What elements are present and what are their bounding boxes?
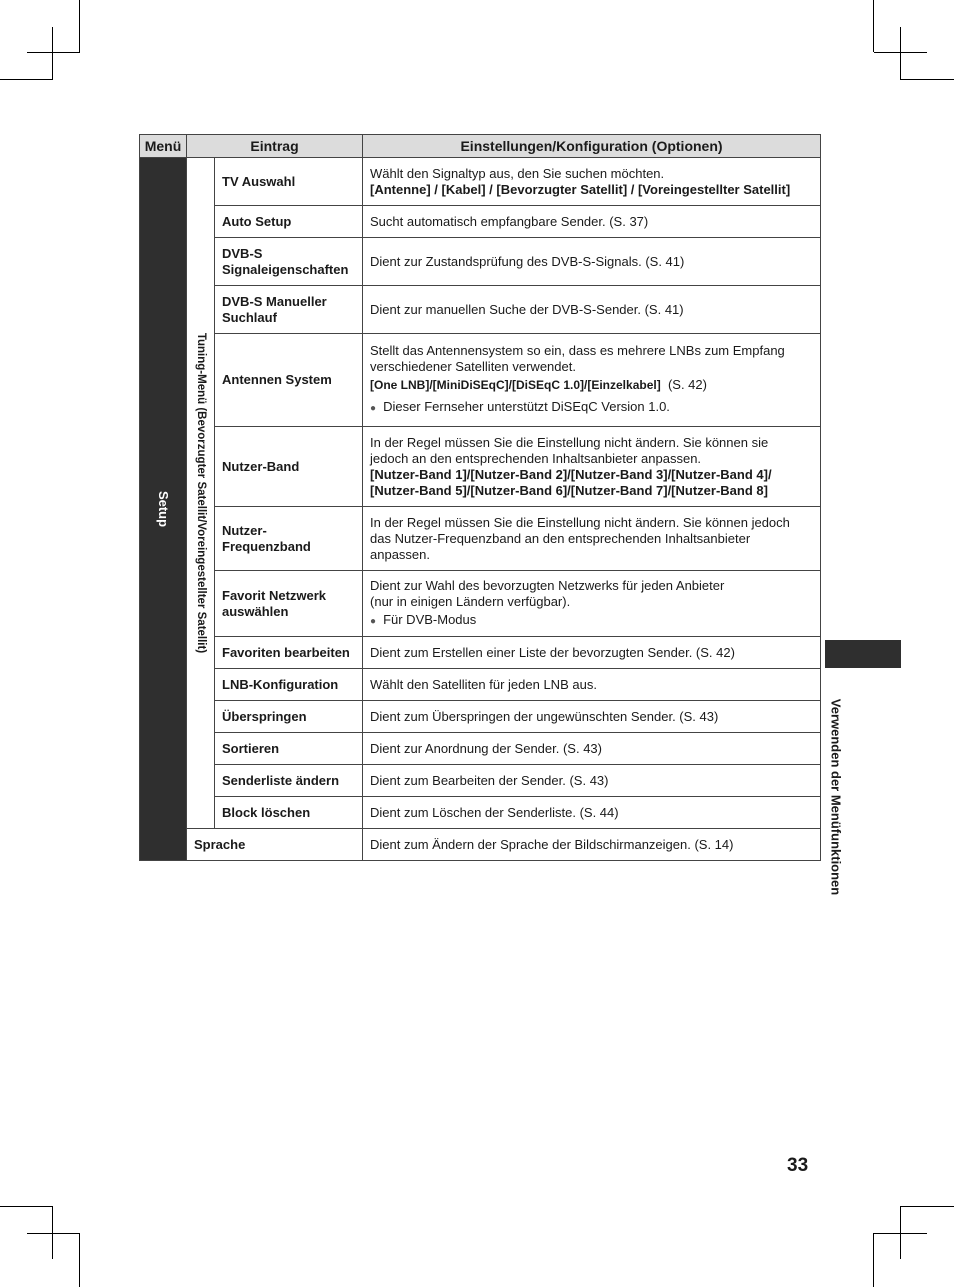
desc-text: das Nutzer-Frequenzband an den entsprechenden Inhaltsanbieter xyxy=(370,530,751,546)
table-row xyxy=(140,206,821,238)
submenu-label: Tuning-Menü (Bevorzugter Satellit/Voreingestellter Satellit) xyxy=(194,332,207,654)
options-text: [Nutzer-Band 1]/[Nutzer-Band 2]/[Nutzer-Band 3]/[Nutzer-Band 4]/ xyxy=(370,466,772,482)
header-menu: Menü xyxy=(140,135,187,158)
options-text: [One LNB]/[MiniDiSEqC]/[DiSEqC 1.0]/[Einzelkabel] xyxy=(370,378,661,392)
table-row xyxy=(140,571,821,637)
note-text: Für DVB-Modus xyxy=(383,611,477,627)
desc-block-loeschen: Dient zum Löschen der Senderliste. (S. 44) xyxy=(363,797,821,829)
section-label: Verwenden der Menüfunktionen xyxy=(828,698,844,896)
desc-text: (nur in einigen Ländern verfügbar). xyxy=(370,593,571,609)
desc-favorit-netzwerk xyxy=(363,571,821,637)
desc-text: In der Regel müssen Sie die Einstellung nicht ändern. Sie können sie xyxy=(370,434,769,450)
crop-mark xyxy=(900,1206,901,1259)
desc-lnb-konfiguration: Wählt den Satelliten für jeden LNB aus. xyxy=(363,669,821,701)
desc-text: verschiedener Satelliten verwendet. xyxy=(370,359,576,374)
menu-table xyxy=(139,134,821,861)
menu-setup-label: Setup xyxy=(156,490,171,528)
entry-line: Signaleigenschaften xyxy=(222,261,349,277)
table-row xyxy=(140,669,821,701)
table-row xyxy=(140,427,821,507)
entry-dvbs-signal xyxy=(215,238,363,286)
crop-mark xyxy=(873,0,874,52)
options-text: [Nutzer-Band 5]/[Nutzer-Band 6]/[Nutzer-Band 7]/[Nutzer-Band 8] xyxy=(370,482,768,498)
entry-antennen-system: Antennen System xyxy=(215,334,363,427)
bullet-icon: ● xyxy=(370,615,377,627)
crop-mark xyxy=(52,1206,53,1259)
crop-mark xyxy=(900,27,901,80)
entry-line: Frequenzband xyxy=(222,538,311,554)
entry-line: Suchlauf xyxy=(222,309,277,325)
desc-sprache: Dient zum Ändern der Sprache der Bildschirmanzeigen. (S. 14) xyxy=(363,829,821,861)
table-row xyxy=(140,238,821,286)
table-row xyxy=(140,334,821,427)
table-row xyxy=(140,701,821,733)
table-row xyxy=(140,733,821,765)
header-entry: Eintrag xyxy=(187,135,363,158)
entry-favorit-netzwerk xyxy=(215,571,363,637)
entry-line: auswählen xyxy=(222,603,289,619)
desc-nutzer-frequenzband xyxy=(363,507,821,571)
table-row xyxy=(140,286,821,334)
crop-mark xyxy=(900,79,954,80)
entry-line: DVB-S xyxy=(222,245,263,261)
table-row xyxy=(140,158,821,206)
crop-mark xyxy=(52,27,53,80)
desc-text: anpassen. xyxy=(370,546,431,562)
desc-text: Wählt den Signaltyp aus, den Sie suchen möchten. xyxy=(370,165,665,181)
table-row xyxy=(140,829,821,861)
desc-text: jedoch an den entsprechenden Inhaltsanbieter anpassen. xyxy=(370,450,702,466)
desc-dvbs-signal: Dient zur Zustandsprüfung des DVB-S-Signals. (S. 41) xyxy=(363,238,821,286)
table-row xyxy=(140,637,821,669)
crop-mark xyxy=(79,1233,80,1287)
entry-sprache: Sprache xyxy=(187,829,363,861)
crop-mark xyxy=(900,1206,954,1207)
desc-tv-auswahl xyxy=(363,158,821,206)
table-row xyxy=(140,765,821,797)
page-ref: (S. 42) xyxy=(667,377,707,392)
entry-auto-setup: Auto Setup xyxy=(215,206,363,238)
desc-senderliste-aendern: Dient zum Bearbeiten der Sender. (S. 43) xyxy=(363,765,821,797)
desc-dvbs-manual: Dient zur manuellen Suche der DVB-S-Sender. (S. 41) xyxy=(363,286,821,334)
table-row xyxy=(140,797,821,829)
entry-senderliste-aendern: Senderliste ändern xyxy=(215,765,363,797)
desc-antennen-system xyxy=(363,334,821,427)
desc-sortieren: Dient zur Anordnung der Sender. (S. 43) xyxy=(363,733,821,765)
entry-sortieren: Sortieren xyxy=(215,733,363,765)
entry-ueberspringen: Überspringen xyxy=(215,701,363,733)
desc-nutzer-band xyxy=(363,427,821,507)
desc-text: Dient zur Wahl des bevorzugten Netzwerks für jeden Anbieter xyxy=(370,577,725,593)
entry-line: Favorit Netzwerk xyxy=(222,587,327,603)
entry-lnb-konfiguration: LNB-Konfiguration xyxy=(215,669,363,701)
submenu-cell xyxy=(187,158,215,829)
table-header-row xyxy=(140,135,821,158)
section-tab xyxy=(825,640,901,668)
desc-text: Stellt das Antennensystem so ein, dass es mehrere LNBs zum Empfang xyxy=(370,343,785,358)
header-settings: Einstellungen/Konfiguration (Optionen) xyxy=(363,135,821,158)
entry-dvbs-manual xyxy=(215,286,363,334)
entry-block-loeschen: Block löschen xyxy=(215,797,363,829)
options-text: [Antenne] / [Kabel] / [Bevorzugter Satellit] / [Voreingestellter Satellit] xyxy=(370,181,791,197)
crop-mark xyxy=(873,1233,874,1287)
desc-text: In der Regel müssen Sie die Einstellung nicht ändern. Sie können jedoch xyxy=(370,514,790,530)
page-number: 33 xyxy=(787,1155,809,1176)
crop-mark xyxy=(79,0,80,52)
bullet-icon: ● xyxy=(370,403,377,414)
entry-tv-auswahl: TV Auswahl xyxy=(215,158,363,206)
crop-mark xyxy=(0,79,52,80)
desc-auto-setup: Sucht automatisch empfangbare Sender. (S. 37) xyxy=(363,206,821,238)
desc-favoriten-bearbeiten: Dient zum Erstellen einer Liste der bevorzugten Sender. (S. 42) xyxy=(363,637,821,669)
entry-favoriten-bearbeiten: Favoriten bearbeiten xyxy=(215,637,363,669)
note-text: Dieser Fernseher unterstützt DiSEqC Version 1.0. xyxy=(383,399,670,414)
entry-line: Nutzer- xyxy=(222,522,267,538)
crop-mark xyxy=(27,52,80,53)
entry-nutzer-frequenzband xyxy=(215,507,363,571)
crop-mark xyxy=(27,1233,80,1234)
menu-setup-cell xyxy=(140,158,187,861)
desc-ueberspringen: Dient zum Überspringen der ungewünschten Sender. (S. 43) xyxy=(363,701,821,733)
entry-line: DVB-S Manueller xyxy=(222,293,327,309)
crop-mark xyxy=(0,1206,52,1207)
table-row xyxy=(140,507,821,571)
entry-nutzer-band: Nutzer-Band xyxy=(215,427,363,507)
